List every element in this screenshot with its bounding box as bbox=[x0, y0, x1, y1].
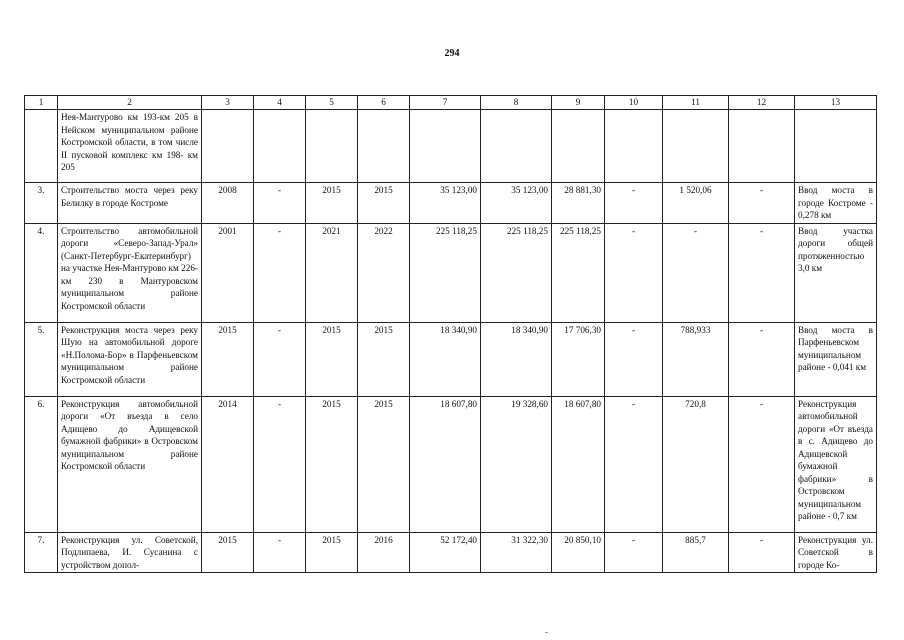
cell-col8 bbox=[481, 110, 552, 183]
start-year: 2014 bbox=[202, 396, 254, 532]
cell-col11: 1 520,06 bbox=[663, 183, 729, 224]
cell-col5: 2015 bbox=[306, 183, 358, 224]
cell-col10: - bbox=[605, 322, 663, 396]
cell-col12: - bbox=[729, 322, 795, 396]
cell-col4: - bbox=[254, 322, 306, 396]
cell-col7 bbox=[410, 110, 481, 183]
column-header: 4 bbox=[254, 96, 306, 110]
table-row bbox=[25, 110, 877, 183]
cell-col5 bbox=[306, 110, 358, 183]
header-row bbox=[25, 96, 877, 110]
cell-col5: 2015 bbox=[306, 322, 358, 396]
cell-col12: - bbox=[729, 532, 795, 573]
column-header: 10 bbox=[605, 96, 663, 110]
cell-col6: 2015 bbox=[358, 396, 410, 532]
cell-col9: 28 881,30 bbox=[552, 183, 605, 224]
result-cell: Ввод участка дороги общей протяженностью 3,0 км bbox=[795, 223, 877, 322]
cell-col4: - bbox=[254, 223, 306, 322]
object-name: Реконструкция ул. Советской, Подлипаева, И. Сусанина с устройством допол- bbox=[58, 532, 202, 573]
cell-col10: - bbox=[605, 223, 663, 322]
column-header: 2 bbox=[58, 96, 202, 110]
result-cell bbox=[795, 110, 877, 183]
cell-col11 bbox=[663, 110, 729, 183]
cell-col12: - bbox=[729, 396, 795, 532]
cell-col12 bbox=[729, 110, 795, 183]
cell-col5: 2015 bbox=[306, 396, 358, 532]
start-year bbox=[202, 110, 254, 183]
object-name: Строительство моста через реку Белилку в городе Костроме bbox=[58, 183, 202, 224]
cell-col4: - bbox=[254, 532, 306, 573]
table-row bbox=[25, 322, 877, 396]
cell-col5: 2015 bbox=[306, 532, 358, 573]
column-header: 11 bbox=[663, 96, 729, 110]
table-row bbox=[25, 223, 877, 322]
cell-col5: 2021 bbox=[306, 223, 358, 322]
object-name: Нея-Мантурово км 193-км 205 в Нейском муниципальном районе Костромской области, в том числе II пусковой комплекс км 198- км 205 bbox=[58, 110, 202, 183]
result-cell: Реконструкция автомобильной дороги «От въезда в с. Адищево до Адищевской бумажной фабрики» в Островском муниципальном районе - 0,7 км bbox=[795, 396, 877, 532]
cell-col4 bbox=[254, 110, 306, 183]
column-header: 6 bbox=[358, 96, 410, 110]
page-number: 294 bbox=[444, 48, 460, 59]
cell-col7: 35 123,00 bbox=[410, 183, 481, 224]
cell-col11: 885,7 bbox=[663, 532, 729, 573]
row-number: 7. bbox=[25, 532, 58, 573]
cell-col10: - bbox=[605, 532, 663, 573]
column-header: 9 bbox=[552, 96, 605, 110]
cell-col12: - bbox=[729, 223, 795, 322]
result-cell: Ввод моста в Парфеньевском муниципальном районе - 0,041 км bbox=[795, 322, 877, 396]
cell-col8: 35 123,00 bbox=[481, 183, 552, 224]
table-row bbox=[25, 183, 877, 224]
cell-col9: 18 607,80 bbox=[552, 396, 605, 532]
start-year: 2015 bbox=[202, 322, 254, 396]
start-year: 2015 bbox=[202, 532, 254, 573]
cell-col8: 18 340,90 bbox=[481, 322, 552, 396]
column-header: 13 bbox=[795, 96, 877, 110]
cell-col6: 2016 bbox=[358, 532, 410, 573]
cell-col11: - bbox=[663, 223, 729, 322]
result-cell: Реконструкция ул. Советской в городе Ко- bbox=[795, 532, 877, 573]
cell-col12: - bbox=[729, 183, 795, 224]
cell-col9: 225 118,25 bbox=[552, 223, 605, 322]
start-year: 2008 bbox=[202, 183, 254, 224]
cell-col4: - bbox=[254, 396, 306, 532]
row-number: 6. bbox=[25, 396, 58, 532]
cell-col10: - bbox=[605, 396, 663, 532]
cell-col8: 19 328,60 bbox=[481, 396, 552, 532]
object-name: Строительство автомобильной дороги «Северо-Запад-Урал» (Санкт-Петербург-Екатеринбург) на участке Нея-Мантурово км 226- км 230 в Мантуровском муниципальном районе Костромской области bbox=[58, 223, 202, 322]
result-cell: Ввод моста в городе Костроме - 0,278 км bbox=[795, 183, 877, 224]
row-number: 5. bbox=[25, 322, 58, 396]
cell-col10 bbox=[605, 110, 663, 183]
object-name: Реконструкция моста через реку Шую на автомобильной дороге «Н.Полома-Бор» в Парфеньевском муниципальном районе Костромской области bbox=[58, 322, 202, 396]
scan-speck bbox=[545, 632, 548, 633]
column-header: 1 bbox=[25, 96, 58, 110]
cell-col11: 720,8 bbox=[663, 396, 729, 532]
data-table bbox=[24, 95, 877, 573]
column-header: 12 bbox=[729, 96, 795, 110]
cell-col9 bbox=[552, 110, 605, 183]
cell-col10: - bbox=[605, 183, 663, 224]
cell-col11: 788,933 bbox=[663, 322, 729, 396]
cell-col7: 18 607,80 bbox=[410, 396, 481, 532]
row-number: 4. bbox=[25, 223, 58, 322]
column-header: 5 bbox=[306, 96, 358, 110]
cell-col9: 17 706,30 bbox=[552, 322, 605, 396]
column-header: 8 bbox=[481, 96, 552, 110]
cell-col7: 52 172,40 bbox=[410, 532, 481, 573]
column-header: 7 bbox=[410, 96, 481, 110]
object-name: Реконструкция автомобильной дороги «От въезда в село Адищево до Адищевской бумажной фабрики» в Островском муниципальном районе Костромской области bbox=[58, 396, 202, 532]
column-header: 3 bbox=[202, 96, 254, 110]
cell-col6: 2015 bbox=[358, 183, 410, 224]
cell-col4: - bbox=[254, 183, 306, 224]
cell-col6: 2022 bbox=[358, 223, 410, 322]
table-row bbox=[25, 532, 877, 573]
row-number bbox=[25, 110, 58, 183]
cell-col7: 18 340,90 bbox=[410, 322, 481, 396]
row-number: 3. bbox=[25, 183, 58, 224]
cell-col9: 20 850,10 bbox=[552, 532, 605, 573]
cell-col8: 225 118,25 bbox=[481, 223, 552, 322]
cell-col8: 31 322,30 bbox=[481, 532, 552, 573]
table-row bbox=[25, 396, 877, 532]
start-year: 2001 bbox=[202, 223, 254, 322]
cell-col6 bbox=[358, 110, 410, 183]
cell-col6: 2015 bbox=[358, 322, 410, 396]
cell-col7: 225 118,25 bbox=[410, 223, 481, 322]
